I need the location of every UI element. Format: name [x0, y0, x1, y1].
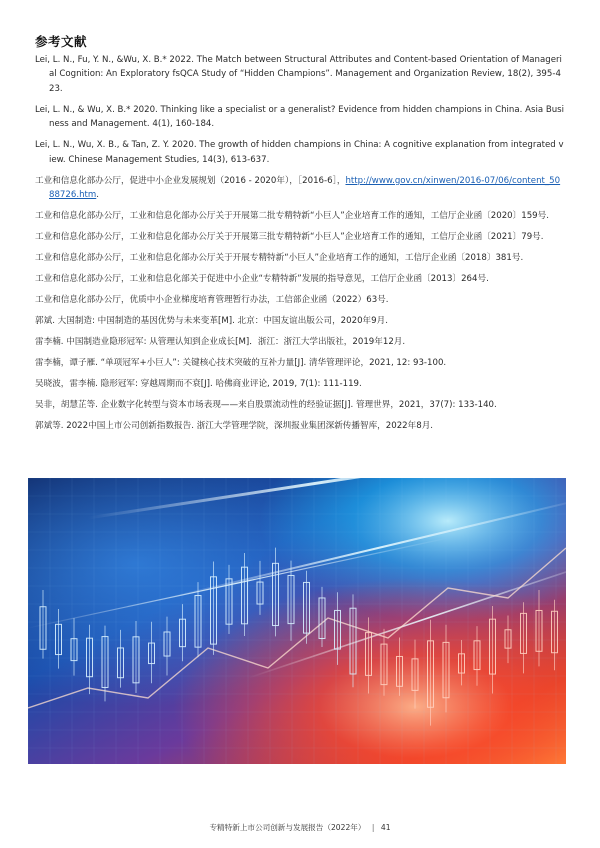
- reference-text: 工业和信息化部办公厅，工业和信息化部办公厅关于开展第二批专精特新“小巨人”企业培育工作的通知，工信厅企业函〔2020〕159号.: [35, 211, 549, 222]
- reference-item: [35, 335, 565, 349]
- reference-item: [35, 209, 565, 223]
- page-footer: [0, 822, 600, 833]
- footer-separator: |: [371, 823, 375, 832]
- reference-text: Lei, L. N., Fu, Y. N., &Wu, X. B.* 2022. The Match between Structural Attributes and Content-based Orientation of Managerial Cognition: An Exploratory fsQCA Study of “Hidden Champions”. Management and Organization Review, 18(2), 395-423.: [35, 55, 562, 94]
- reference-text: 工业和信息化部办公厅，工业和信息化部办公厅关于开展专精特新“小巨人”企业培育工作的通知，工信厅企业函〔2018〕381号.: [35, 253, 524, 264]
- reference-text: 工业和信息化部办公厅，促进中小企业发展规划（2016 - 2020年），［2016-6］，: [35, 175, 346, 186]
- reference-item: [35, 53, 565, 96]
- reference-item: [35, 356, 565, 370]
- section-heading: 参考文献: [35, 34, 88, 49]
- reference-item: [35, 272, 565, 286]
- reference-text: 雷李楠. 中国制造业隐形冠军: 从管理认知到企业成长[M]．浙江：浙江大学出版社，2019年12月.: [35, 337, 406, 348]
- page-number: 41: [380, 823, 391, 832]
- reference-text: 工业和信息化部办公厅，工业和信息化部办公厅关于开展第三批专精特新“小巨人”企业培育工作的通知，工信厅企业函〔2021〕79号.: [35, 232, 544, 243]
- reference-text: 吴晓波，雷李楠. 隐形冠军: 穿越周期而不衰[J]. 哈佛商业评论, 2019, 7(1): 111-119.: [35, 379, 362, 390]
- footer-title: 专精特新上市公司创新与发展报告（2022年）: [209, 823, 366, 832]
- reference-item: [35, 314, 565, 328]
- reference-item: [35, 174, 565, 203]
- reference-text: Lei, L. N., & Wu, X. B.* 2020. Thinking like a specialist or a generalist? Evidence from hidden champions in China. Asia Business and Management. 4(1), 160-184.: [35, 104, 565, 130]
- reference-text: 郭斌. 大国制造: 中国制造的基因优势与未来变革[M]. 北京：中国友谊出版公司，2020年9月.: [35, 316, 388, 327]
- reference-item: [35, 230, 565, 244]
- reference-text: 郭斌等. 2022中国上市公司创新指数报告. 浙江大学管理学院，深圳报业集团深新传播智库，2022年8月.: [35, 421, 434, 432]
- financial-chart-photo: [28, 478, 566, 764]
- reference-item: [35, 293, 565, 307]
- reference-text: 工业和信息化部办公厅，工业和信息化部关于促进中小企业“专精特新”发展的指导意见，工信厅企业函〔2013〕264号.: [35, 274, 489, 285]
- reference-item: [35, 251, 565, 265]
- reference-text: 吴非，胡慧芷等. 企业数字化转型与资本市场表现——来自股票流动性的经验证据[J]. 管理世界，2021，37(7): 133-140.: [35, 400, 497, 411]
- reference-item: [35, 398, 565, 412]
- photo-glow-red: [28, 478, 566, 764]
- reference-text: Lei, L. N., Wu, X. B., & Tan, Z. Y. 2020. The growth of hidden champions in China: A cognitive explanation from integrated view. Chinese Management Studies, 14(3), 613-637.: [35, 140, 564, 165]
- reference-item: [35, 377, 565, 391]
- reference-link[interactable]: http://www.gov.cn/xinwen/2016-07/06/content_5088726.htm: [49, 175, 561, 201]
- reference-text: 工业和信息化部办公厅，优质中小企业梯度培育管理暂行办法，工信部企业函（2022）63号.: [35, 295, 389, 306]
- reference-list: [35, 53, 565, 440]
- reference-tail: .: [96, 190, 99, 201]
- reference-item: [35, 103, 565, 132]
- reference-item: [35, 419, 565, 433]
- reference-text: 雷李楠，谭子雁. “单项冠军+小巨人”: 关键核心技术突破的互补力量[J]. 清华管理评论，2021, 12: 93-100.: [35, 358, 447, 369]
- reference-item: [35, 138, 565, 167]
